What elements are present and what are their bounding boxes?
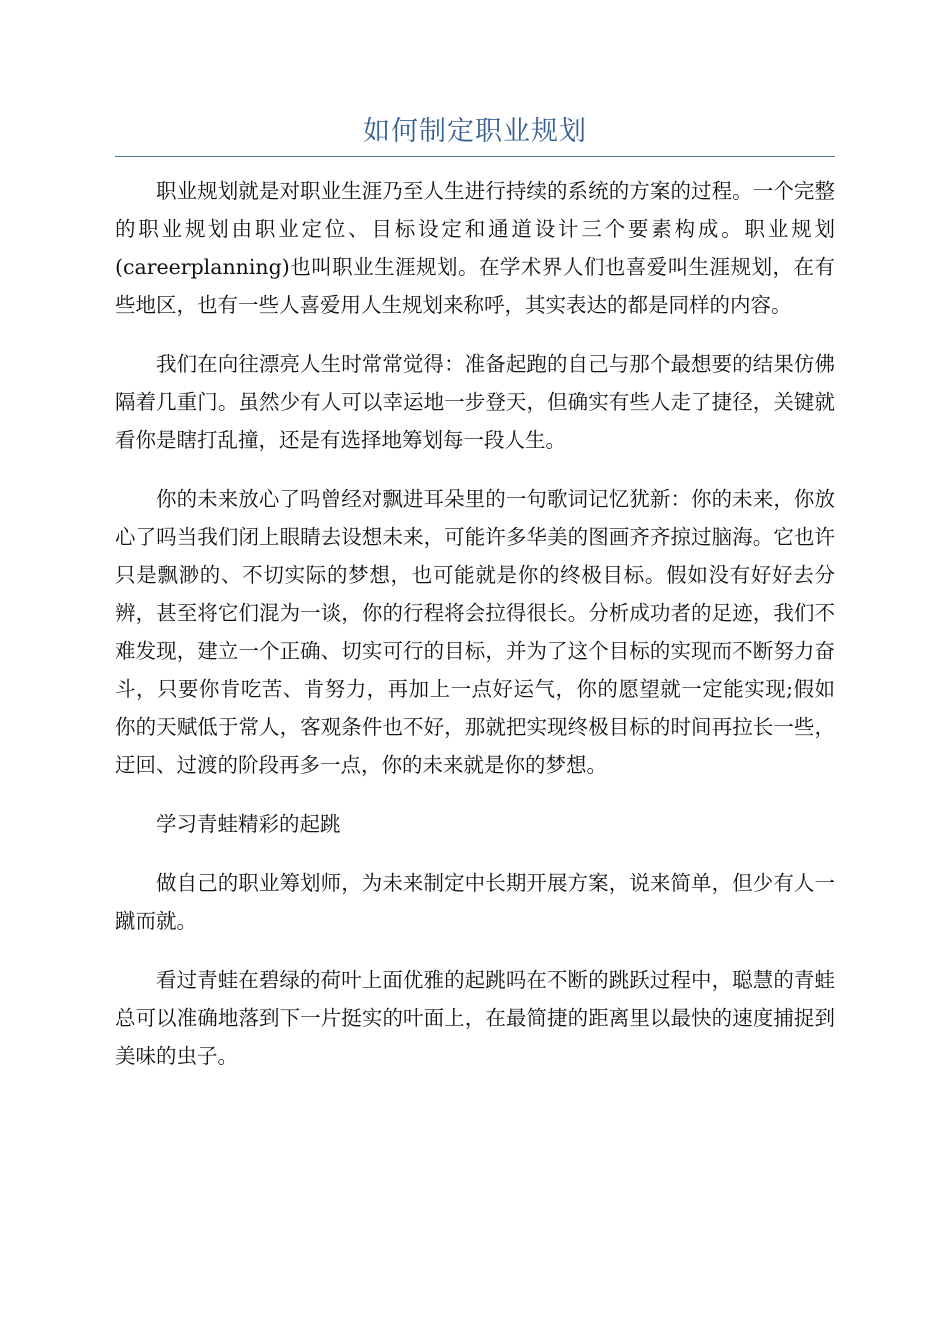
paragraph-2: 我们在向往漂亮人生时常常觉得：准备起跑的自己与那个最想要的结果仿佛隔着几重门。虽然少有人可以幸运地一步登天，但确实有些人走了捷径，关键就看你是瞎打乱撞，还是有选择地筹划每一段人生。 [115,352,835,452]
paragraph-3: 你的未来放心了吗曾经对飘进耳朵里的一句歌词记忆犹新：你的未来，你放心了吗当我们闭上眼睛去设想未来，可能许多华美的图画齐齐掠过脑海。它也许只是飘渺的、不切实际的梦想，也可能就是你的终极目标。假如没有好好去分辨，甚至将它们混为一谈，你的行程将会拉得很长。分析成功者的足迹，我们不难发现，建立一个正确、切实可行的目标，并为了这个目标的实现而不断努力奋斗，只要你肯吃苦、肯努力，再加上一点好运气，你的愿望就一定能实现;假如你的天赋低于常人，客观条件也不好，那就把实现终极目标的时间再拉长一些，迂回、过渡的阶段再多一点，你的未来就是你的梦想。 [115,487,835,777]
paragraph-1: 职业规划就是对职业生涯乃至人生进行持续的系统的方案的过程。一个完整的职业规划由职业定位、目标设定和通道设计三个要素构成。职业规划(careerplanning)也叫职业生涯规划。在学术界人们也喜爱叫生涯规划，在有些地区，也有一些人喜爱用人生规划来称呼，其实表达的都是同样的内容。 [115,179,835,317]
page-title: 如何制定职业规划 [363,116,587,147]
paragraph-4: 做自己的职业筹划师，为未来制定中长期开展方案，说来简单，但少有人一蹴而就。 [115,871,835,933]
section-heading: 学习青蛙精彩的起跳 [156,812,341,836]
title-block [115,112,835,157]
document-body [115,172,835,1096]
paragraph-5: 看过青蛙在碧绿的荷叶上面优雅的起跳吗在不断的跳跃过程中，聪慧的青蛙总可以准确地落到下一片挺实的叶面上，在最简捷的距离里以最快的速度捕捉到美味的虫子。 [115,968,835,1068]
